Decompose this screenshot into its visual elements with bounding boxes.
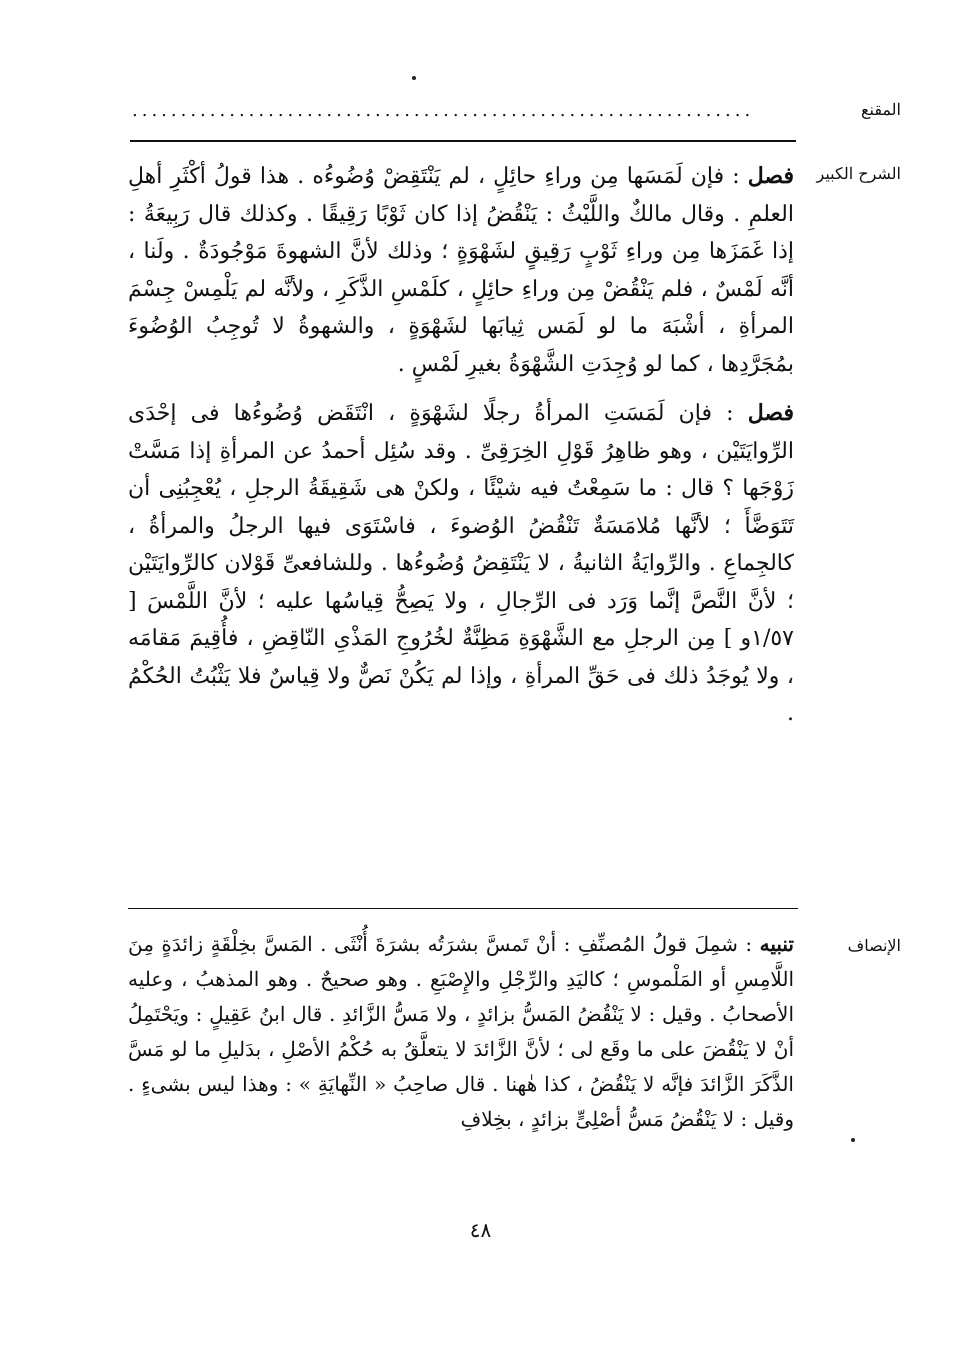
speck-dot — [412, 76, 416, 80]
fasl-keyword: فصل — [747, 163, 794, 189]
insaf-body — [128, 927, 794, 1137]
section-divider — [128, 908, 798, 909]
sharh-paragraph-1 — [128, 158, 794, 383]
sharh-paragraph-1-text: : فإن لَمَسَها مِن وراءِ حائِلٍ ، لم يَنْتَقِضْ وُضُوءُه . هذا قولُ أكْثَرِ أهلِ العلمِ . وقال مالكٌ واللَّيْثُ : يَنْقُضُ إذا كان ثَوْبًا رَقِيقًا . وكذلك قال رَبِيعَةُ : إذا غَمَزَها مِن وراءِ ثَوْبٍ رَقِيقٍ لشَهْوَةٍ ؛ وذلك لأنَّ الشهوةَ مَوْجُودَةٌ . ولَنا ، أنَّه لَمْسٌ ، فلم يَنْقُضْ مِن وراءِ حائِلٍ ، كلَمْسِ الذَّكَرِ ، ولأنَّه لم يَلْمِسْ جِسْمَ المرأةِ ، أشْبَهَ ما لو لَمَس ثِيابَها لشَهْوَةٍ ، والشهوةُ لا تُوجِبُ الوُضُوءَ بمُجَرَّدِها ، كما لو وُجِدَتِ الشَّهْوَةُ بغيرِ لَمْسٍ . — [128, 164, 794, 377]
sharh-paragraph-2-text: : فإن لَمَسَتِ المرأةُ رجلًا لشَهْوَةٍ ، انْتَقَض وُضُوءُها فى إحْدَى الرِّوايَتَيْن ، وهو ظاهِرُ قَوْلِ الخِرَقِىِّ . وقد سُئِل أحمدُ عن المرأةِ إذا مَسَّتْ زَوْجَها ؟ قال : ما سَمِعْتُ فيه شيْئًا ، ولكنْ هى شَقِيقَةُ الرجلِ ، يُعْجِبُنِى أن تَتَوَضَّأَ ؛ لأنَّها مُلامَسَةٌ تَنْقُضُ الوُضوءَ ، فاسْتَوَى فيها الرجلُ والمرأةُ ، كالجِماعِ . والرِّوايَةُ الثانيةُ ، لا يَنْتَقِضُ وُضُوءُها . وللشافعىِّ قَوْلان كالرِّوايَتَيْن ؛ لأنَّ النَّصَّ إنَّما وَرَد فى الرِّجالِ ، ولا يَصِحُّ قِياسُها عليه ؛ لأنَّ اللَّمْسَ [ ١/٥٧و ] مِن الرجلِ مع الشَّهْوَةِ مَظِنَّةٌ لخُرُوجِ المَذْىِ النّاقِضِ ، فأُقِيمَ مَقامَه ، ولا يُوجَدُ ذلك فى حَقِّ المرأةِ ، وإذا لم يَكُنْ نَصٌّ ولا قِياسٌ فلا يَثْبُتُ الحُكْمُ . — [128, 401, 794, 726]
page-number: ٤٨ — [469, 1218, 492, 1242]
insaf-paragraph — [128, 927, 794, 1137]
header-dots: ................................................................ — [132, 100, 755, 121]
insaf-label: الإنصاف — [847, 936, 901, 955]
sharh-body — [128, 158, 794, 733]
fasl-keyword: فصل — [747, 400, 794, 426]
sharh-label: الشرح الكبير — [816, 164, 901, 183]
insaf-paragraph-text: : شمِلَ قولُ المُصنِّفِ : أنْ تَمسَّ بشرَتُه بشرَةَ أُنْثَى . المَسَّ بخِلْقَةٍ زائدَةٍ مِنَ اللَّامِسِ أو المَلْموسِ ؛ كاليَدِ والرِّجْلِ والإِصْبَعِ . وهو صحيحٌ . وهو المذهبُ ، وعليه الأصحابُ . وقيل : لا يَنْقُضُ المَسُّ بزائدٍ ، ولا مَسُّ الزَّائدِ . قال ابنُ عَقِيلٍ : ويَحْتَمِلُ أنْ لا يَنْقُضَ على ما وقَع لى ؛ لأنَّ الزَّائدَ لا يتعلَّقُ به حُكْمُ الأصْلِ ، بدَليلِ ما لو مَسَّ الذَّكَرَ الزَّائدَ فإنَّه لا يَنْقُضُ ، كذا هٰهنا . قال صاحِبُ « النِّهايَةِ » : وهذا ليس بشىءٍ . وقيل : لا يَنْقُضُ مَسُّ أصْلِىٍّ بزائدٍ ، بخِلافِ — [128, 932, 795, 1131]
tanbih-keyword: تنبيه — [759, 932, 794, 956]
margin-dot — [851, 1138, 855, 1142]
header-label: المقنع — [860, 100, 901, 119]
header-rule — [130, 140, 796, 142]
sharh-paragraph-2 — [128, 395, 794, 733]
